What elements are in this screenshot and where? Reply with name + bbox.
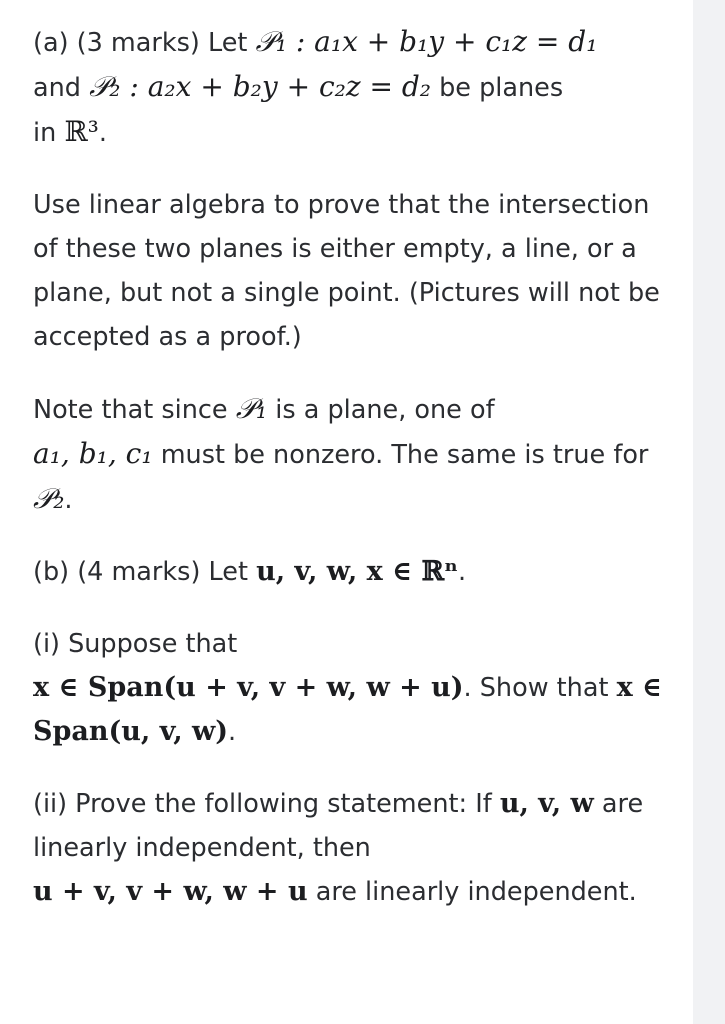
part-b-ii-middle: are linearly independent, then [33, 789, 644, 863]
part-a-prefix: (a) (3 marks) Let [33, 28, 248, 58]
plane-1-equation: 𝒫₁ : a₁x + b₁y + c₁z = d₁ [255, 25, 598, 58]
part-b-i-period: . [228, 717, 237, 747]
part-b-ii-suffix: are linearly independent. [315, 877, 637, 907]
plane-2-equation: 𝒫₂ : a₂x + b₂y + c₂z = d₂ [89, 70, 432, 103]
part-a-in: in [33, 118, 57, 148]
part-a-and: and [33, 73, 81, 103]
part-b-prefix: (b) (4 marks) Let [33, 557, 248, 587]
part-b-i-show: . Show that [463, 673, 609, 703]
note-plane-1: 𝒫₁ [235, 392, 268, 425]
part-b-ii [33, 782, 673, 914]
part-b-i [33, 622, 673, 754]
part-b-ii-sums: u + v, v + w, w + u [33, 876, 308, 907]
note-plane-2: 𝒫₂ [33, 482, 65, 515]
part-b-period: . [458, 557, 467, 587]
part-a-task: Use linear algebra to prove that the intersection of these two planes is either empty, a line, or a plane, but not a single point. (Pictures will not be accepted as a proof.) [33, 190, 660, 352]
question-content [33, 20, 673, 914]
part-b-i-prefix: (i) Suppose that [33, 629, 238, 659]
part-b-ii-prefix: (ii) Prove the following statement: If [33, 789, 492, 819]
part-b-i-hypothesis: x ∈ Span(u + v, v + w, w + u) [33, 672, 464, 703]
note-prefix: Note that since [33, 395, 228, 425]
note-coefficients: a₁, b₁, c₁ [33, 437, 153, 470]
part-a-intro-period: . [98, 118, 107, 148]
part-a-intro [33, 20, 673, 155]
r3-space: ℝ³ [64, 115, 99, 148]
part-b-ii-vectors: u, v, w [499, 788, 594, 819]
part-b-i-conclusion: x ∈ Span(u, v, w) [33, 672, 663, 747]
note-period: . [64, 485, 73, 515]
note-suffix: must be nonzero. The same is true for [160, 440, 649, 470]
part-b-vectors: u, v, w, x ∈ ℝⁿ [256, 556, 458, 587]
part-a-note [33, 387, 673, 522]
note-middle: is a plane, one of [275, 395, 495, 425]
part-a-be-planes: be planes [439, 73, 564, 103]
part-b-intro [33, 550, 673, 594]
